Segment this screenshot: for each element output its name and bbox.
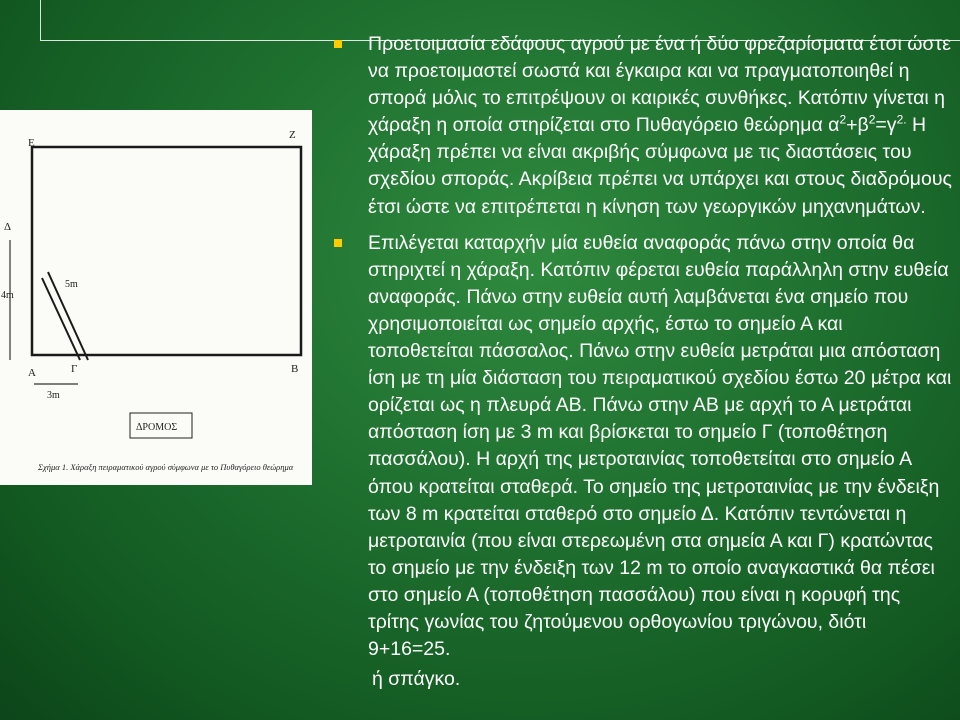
exponent-2: 2 xyxy=(868,112,876,127)
label-B: Β xyxy=(291,363,299,375)
figure-caption: Σχήμα 1. Χάραξη πειραματικού αγρού σύμφωνα με το Πυθαγόρειο θεώρημα xyxy=(38,462,294,472)
bullet-1-text-part3: =γ xyxy=(875,114,897,137)
label-3m: 3m xyxy=(47,390,60,401)
diagram-svg xyxy=(0,110,312,485)
label-E: Ε xyxy=(28,137,35,149)
label-A: Α xyxy=(28,367,36,379)
label-4m: 4m xyxy=(1,290,14,301)
tail-text: ή σπάγκο. xyxy=(372,668,461,691)
label-Z: Ζ xyxy=(289,129,296,141)
label-5m: 5m xyxy=(65,279,78,290)
square-bullet-icon xyxy=(334,239,342,247)
bullet-1-text-part1: Προετοιμασία εδάφους αγρού με ένα ή δύο φρεζαρίσματα έτσι ώστε να προετοιμαστεί σωστά και έγκαιρα και να πραγματοποιηθεί η σπορά μόλις το επιτρέψουν οι καιρικές συνθήκες. Κατόπιν γίνεται η χάραξη η οποία στηρίζεται στο Πυθαγόρειο θεώρημα α xyxy=(368,33,951,137)
square-bullet-icon xyxy=(334,40,342,48)
exponent-3: 2. xyxy=(896,112,907,127)
bullet-1-text-part4: Η χάραξη πρέπει να είναι ακριβής σύμφωνα με τις διαστάσεις του σχεδίου σποράς. Ακρίβεια πρέπει να υπάρχει και στους διαδρόμους έτσι ώστε να επιτρέπεται η κίνηση των γεωργικών μηχανημάτων. xyxy=(368,114,952,218)
bullet-2-text: Επιλέγεται καταρχήν μία ευθεία αναφοράς πάνω στην οποία θα στηριχτεί η χάραξη. Κατόπιν φέρεται ευθεία παράλληλη στην ευθεία αναφοράς. Πάνω στην ευθεία αυτή λαμβάνεται ένα σημείο που χρησιμοποιείται ως σημείο αρχής, έστω το σημείο Α και τοποθετείται πάσσαλος. Πάνω στην ευθεία μετράται μια απόσταση ίση με τη μία διάσταση του πειραματικού σχεδίου έστω 20 μέτρα και ορίζεται ως η πλευρά ΑΒ. Πάνω στην ΑΒ με αρχή το Α μετράται απόσταση ίση με 3 m και βρίσκεται το σημείο Γ (τοποθέτηση πασσάλου). Η αρχή της μετροταινίας τοποθετείται στο σημείο Α όπου κρατείται σταθερά. Το σημείο της μετροταινίας με την ένδειξη των 8 m κρατείται σταθερό στο σημείο Δ. Κατόπιν τεντώνεται η μετροταινία (που είναι στερεωμένη στα σημεία Α και Γ) κρατώντας το σημείο με την ένδειξη των 12 m το οποίο αναγκαστικά θα πέσει στο σημείο Α (τοποθέτηση πασσάλου) που είναι η κορυφή της τρίτης γωνίας του ζητούμενου ορθογωνίου τριγώνου, διότι 9+16=25. xyxy=(368,231,952,661)
hypotenuse-line-1 xyxy=(42,278,80,360)
bullet-list xyxy=(368,31,953,702)
exponent-1: 2 xyxy=(839,112,847,127)
road-label: ΔΡΟΜΟΣ xyxy=(136,422,178,433)
bullet-1-text-part2: +β xyxy=(846,114,869,137)
bullet-item-2 xyxy=(368,230,953,694)
label-Gamma: Γ xyxy=(71,363,78,375)
bullet-item-1 xyxy=(368,31,953,221)
layout-diagram-figure xyxy=(0,110,312,485)
label-Delta: Δ xyxy=(4,221,12,233)
